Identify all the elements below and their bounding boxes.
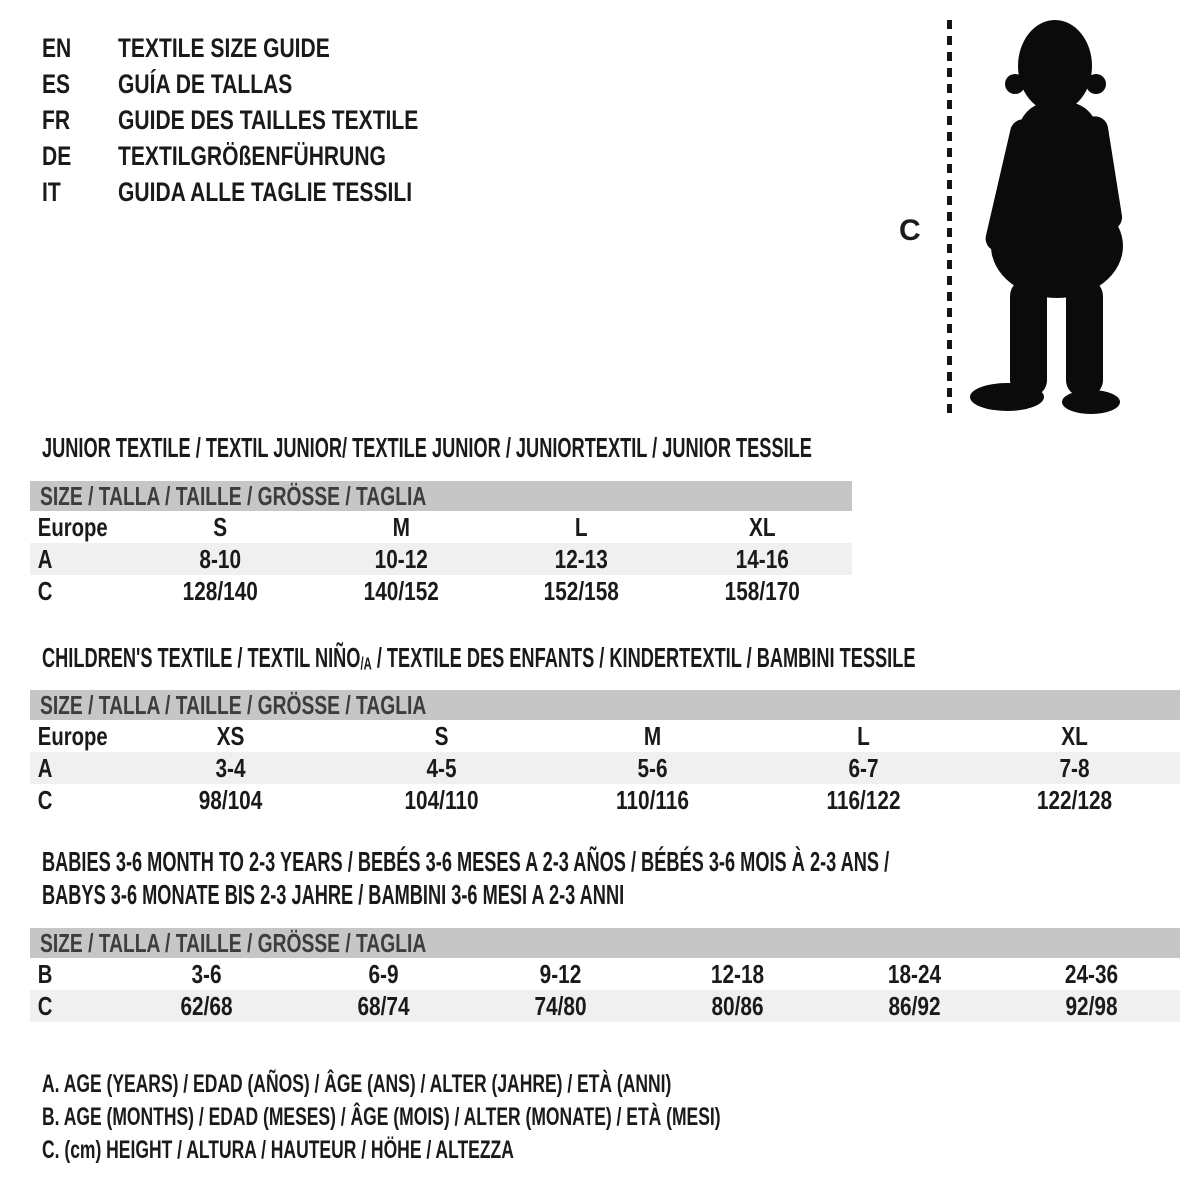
legend-line-b-text: B. AGE (MONTHS) / EDAD (MESES) / ÂGE (MOIS) / ALTER (MONATE) / ETÀ (MESI) <box>42 1103 721 1131</box>
junior-row-age <box>30 543 852 575</box>
language-title-fr: GUIDE DES TAILLES TEXTILE <box>118 104 419 135</box>
size-cell: XL <box>748 511 776 542</box>
legend <box>42 1068 1011 1167</box>
size-cell: XS <box>216 720 245 751</box>
toddler-silhouette <box>960 14 1145 419</box>
language-row-es <box>42 66 503 102</box>
language-row-it <box>42 174 503 210</box>
height-cell: 104/110 <box>404 784 479 815</box>
height-cell: 62/68 <box>180 990 233 1021</box>
babies-row-months <box>30 958 1180 990</box>
months-cell: 12-18 <box>710 958 765 989</box>
junior-size-table <box>30 481 852 607</box>
size-cell: L <box>574 511 588 542</box>
height-measure-dashed-line <box>947 20 952 416</box>
junior-table-header-text: SIZE / TALLA / TAILLE / GRÖSSE / TAGLIA <box>40 480 427 511</box>
language-code-es: ES <box>42 68 71 99</box>
children-row-age <box>30 752 1180 784</box>
height-cell: 80/86 <box>711 990 764 1021</box>
height-cell: 140/152 <box>363 575 439 606</box>
legend-line-a-text: A. AGE (YEARS) / EDAD (AÑOS) / ÂGE (ANS) / ALTER (JAHRE) / ETÀ (ANNI) <box>42 1070 672 1098</box>
height-cell: 68/74 <box>357 990 410 1021</box>
age-cell: 10-12 <box>374 543 428 574</box>
age-cell: 7-8 <box>1059 752 1090 783</box>
row-label: A <box>37 543 53 574</box>
months-cell: 18-24 <box>887 958 942 989</box>
legend-line-a <box>42 1068 1011 1101</box>
height-cell: 110/116 <box>616 784 689 815</box>
age-cell: 8-10 <box>199 543 242 574</box>
size-cell: S <box>213 511 228 542</box>
height-cell: 128/140 <box>182 575 258 606</box>
junior-section-heading <box>42 433 1200 463</box>
children-section-heading <box>42 643 1200 673</box>
children-heading-prefix: CHILDREN'S TEXTILE / TEXTIL NIÑO <box>42 641 361 673</box>
row-label: Europe <box>37 511 108 542</box>
junior-section-heading-text: JUNIOR TEXTILE / TEXTIL JUNIOR/ TEXTILE JUNIOR / JUNIORTEXTIL / JUNIOR TESSILE <box>42 432 812 463</box>
children-heading-subscript: /A <box>360 653 372 674</box>
babies-size-table <box>30 928 1180 1022</box>
children-size-table <box>30 690 1180 816</box>
legend-line-c <box>42 1134 1011 1167</box>
age-cell: 5-6 <box>637 752 668 783</box>
row-label: C <box>37 990 53 1021</box>
language-title-de: TEXTILGRÖßENFÜHRUNG <box>118 140 386 171</box>
language-code-en: EN <box>42 32 72 63</box>
language-title-it: GUIDA ALLE TAGLIE TESSILI <box>118 176 413 207</box>
language-code-de: DE <box>42 140 72 171</box>
language-row-de <box>42 138 503 174</box>
legend-line-b <box>42 1101 1011 1134</box>
months-cell: 3-6 <box>191 958 222 989</box>
row-label: B <box>37 958 53 989</box>
language-title-list <box>42 30 503 210</box>
age-cell: 3-4 <box>215 752 246 783</box>
height-cell: 116/122 <box>826 784 901 815</box>
babies-heading-line2: BABYS 3-6 MONATE BIS 2-3 JAHRE / BAMBINI 3-6 MESI A 2-3 ANNI <box>42 878 625 910</box>
language-code-it: IT <box>42 176 61 207</box>
row-label: C <box>37 575 53 606</box>
language-row-fr <box>42 102 503 138</box>
size-cell: XL <box>1061 720 1088 751</box>
babies-table-header-text: SIZE / TALLA / TAILLE / GRÖSSE / TAGLIA <box>40 927 427 958</box>
age-cell: 14-16 <box>735 543 789 574</box>
months-cell: 6-9 <box>368 958 399 989</box>
language-row-en <box>42 30 503 66</box>
children-table-header <box>30 690 1180 720</box>
height-cell: 92/98 <box>1065 990 1118 1021</box>
language-code-fr: FR <box>42 104 71 135</box>
children-section-heading-text <box>42 642 915 675</box>
height-cell: 74/80 <box>534 990 587 1021</box>
size-cell: L <box>857 720 870 751</box>
height-cell: 122/128 <box>1036 784 1113 815</box>
row-label: C <box>37 784 53 815</box>
age-cell: 12-13 <box>554 543 608 574</box>
height-cell: 152/158 <box>543 575 619 606</box>
age-cell: 4-5 <box>426 752 457 783</box>
months-cell: 9-12 <box>539 958 582 989</box>
height-measure-label: C <box>899 214 921 247</box>
junior-table-header <box>30 481 852 511</box>
language-title-en: TEXTILE SIZE GUIDE <box>118 32 330 63</box>
junior-row-europe <box>30 511 852 543</box>
junior-row-height <box>30 575 852 607</box>
children-heading-suffix: / TEXTILE DES ENFANTS / KINDERTEXTIL / BAMBINI TESSILE <box>371 641 916 673</box>
children-row-europe <box>30 720 1180 752</box>
months-cell: 24-36 <box>1064 958 1119 989</box>
babies-table-header <box>30 928 1180 958</box>
children-row-height <box>30 784 1180 816</box>
size-cell: M <box>643 720 662 751</box>
height-cell: 86/92 <box>888 990 941 1021</box>
legend-line-c-text: C. (cm) HEIGHT / ALTURA / HAUTEUR / HÖHE / ALTEZZA <box>42 1136 514 1164</box>
row-label: A <box>37 752 53 783</box>
babies-section-heading <box>42 845 1200 911</box>
babies-row-height <box>30 990 1180 1022</box>
babies-heading-line1: BABIES 3-6 MONTH TO 2-3 YEARS / BEBÉS 3-6 MESES A 2-3 AÑOS / BÉBÉS 3-6 MOIS À 2-3 ANS / <box>42 845 890 877</box>
height-cell: 158/170 <box>724 575 800 606</box>
row-label: Europe <box>37 720 108 751</box>
size-cell: M <box>392 511 410 542</box>
height-cell: 98/104 <box>198 784 263 815</box>
children-table-header-text: SIZE / TALLA / TAILLE / GRÖSSE / TAGLIA <box>40 689 427 720</box>
size-cell: S <box>434 720 449 751</box>
language-title-es: GUÍA DE TALLAS <box>118 68 293 99</box>
age-cell: 6-7 <box>848 752 879 783</box>
